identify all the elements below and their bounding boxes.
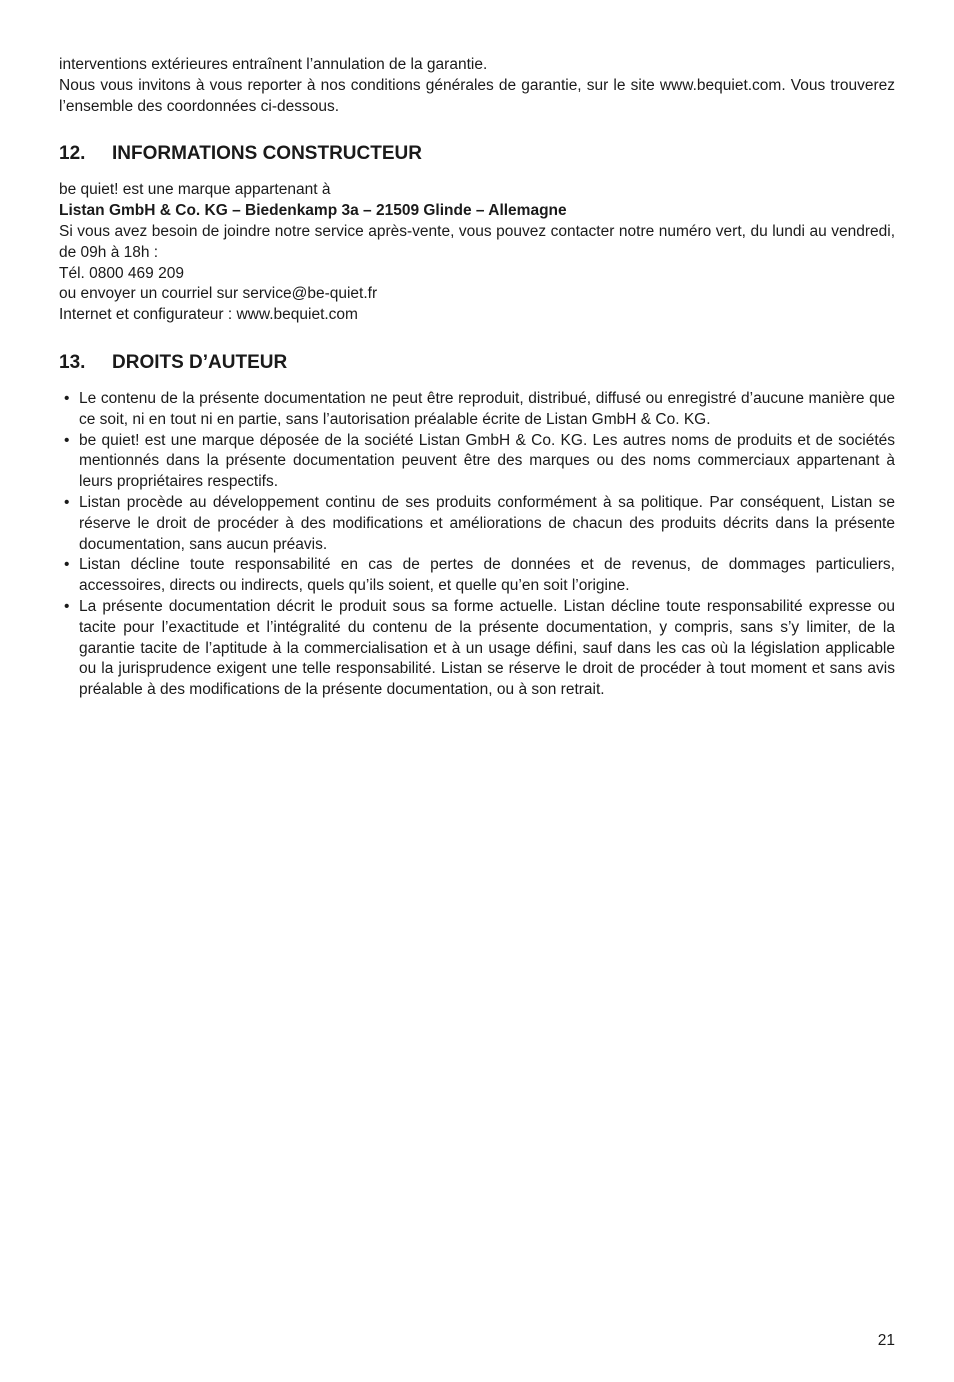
service-line: Si vous avez besoin de joindre notre service après-vente, vous pouvez contacter notre numéro vert, du lundi au vendredi, de 09h à 18h : — [59, 222, 895, 261]
section-copyright — [59, 351, 895, 701]
brand-line: be quiet! est une marque appartenant à — [59, 181, 331, 199]
list-item-text: Listan décline toute responsabilité en cas de pertes de données et de revenus, de dommages particuliers, accessoires, directs ou indirects, quels qu’ils soient, et quelle qu’en soit l’origine. — [79, 556, 895, 595]
bullet-icon: • — [64, 431, 70, 449]
copyright-list — [59, 389, 895, 701]
section-manufacturer-info — [59, 142, 895, 326]
section-heading — [59, 351, 895, 375]
email-line: ou envoyer un courriel sur service@be-quiet.fr — [59, 285, 378, 303]
bullet-icon: • — [64, 556, 70, 574]
list-item — [59, 431, 895, 493]
bullet-icon: • — [64, 493, 70, 511]
document-page — [59, 55, 895, 701]
section-heading — [59, 142, 895, 166]
company-address: Listan GmbH & Co. KG – Biedenkamp 3a – 21509 Glinde – Allemagne — [59, 202, 567, 220]
bullet-icon: • — [64, 389, 70, 407]
section-number: 13. — [59, 351, 86, 373]
web-line: Internet et configurateur : www.bequiet.com — [59, 306, 358, 324]
section-title: INFORMATIONS CONSTRUCTEUR — [112, 143, 422, 165]
intro-line: interventions extérieures entraînent l’annulation de la garantie. — [59, 56, 488, 73]
section-number: 12. — [59, 143, 86, 165]
list-item — [59, 493, 895, 555]
list-item-text: be quiet! est une marque déposée de la société Listan GmbH & Co. KG. Les autres noms de produits et de sociétés mentionnés dans la présente documentation peuvent être des marques ou des noms commerciaux appartenant à leurs propriétaires respectifs. — [79, 431, 895, 491]
phone-number: Tél. 0800 469 209 — [59, 264, 184, 282]
bullet-icon: • — [64, 597, 70, 615]
section-title: DROITS D’AUTEUR — [112, 351, 288, 373]
list-item — [59, 597, 895, 701]
list-item-text: Le contenu de la présente documentation ne peut être reproduit, distribué, diffusé ou enregistré d’aucune manière que ce soit, ni en tout ni en partie, sans l’autorisation préalable écrite de Listan GmbH & Co. KG. — [79, 389, 895, 428]
intro-paragraph — [59, 55, 895, 117]
list-item — [59, 389, 895, 431]
page-number: 21 — [877, 1332, 895, 1349]
list-item-text: Listan procède au développement continu de ses produits conformément à sa politique. Par conséquent, Listan se réserve le droit de procéder à des modifications et améliorations de chacun des produits décrits dans la présente documentation, sans aucun préavis. — [79, 493, 895, 553]
list-item — [59, 555, 895, 597]
intro-line: Nous vous invitons à vous reporter à nos conditions générales de garantie, sur le site www.bequiet.com. Vous trouverez l’ensemble des coordonnées ci-dessous. — [59, 76, 895, 115]
list-item-text: La présente documentation décrit le produit sous sa forme actuelle. Listan décline toute responsabilité expresse ou tacite pour l’exactitude et l’intégralité du contenu de la présente documentation, y compris, sans s’y limiter, de la garantie tacite de l’aptitude à la commercialisation et à un usage défini, sauf dans les cas où la législation applicable ou la jurisprudence exigent une telle responsabilité. Listan se réserve le droit de procéder à tout moment et sans avis préalable à des modifications de la présente documentation, ou à son retrait. — [79, 597, 895, 699]
